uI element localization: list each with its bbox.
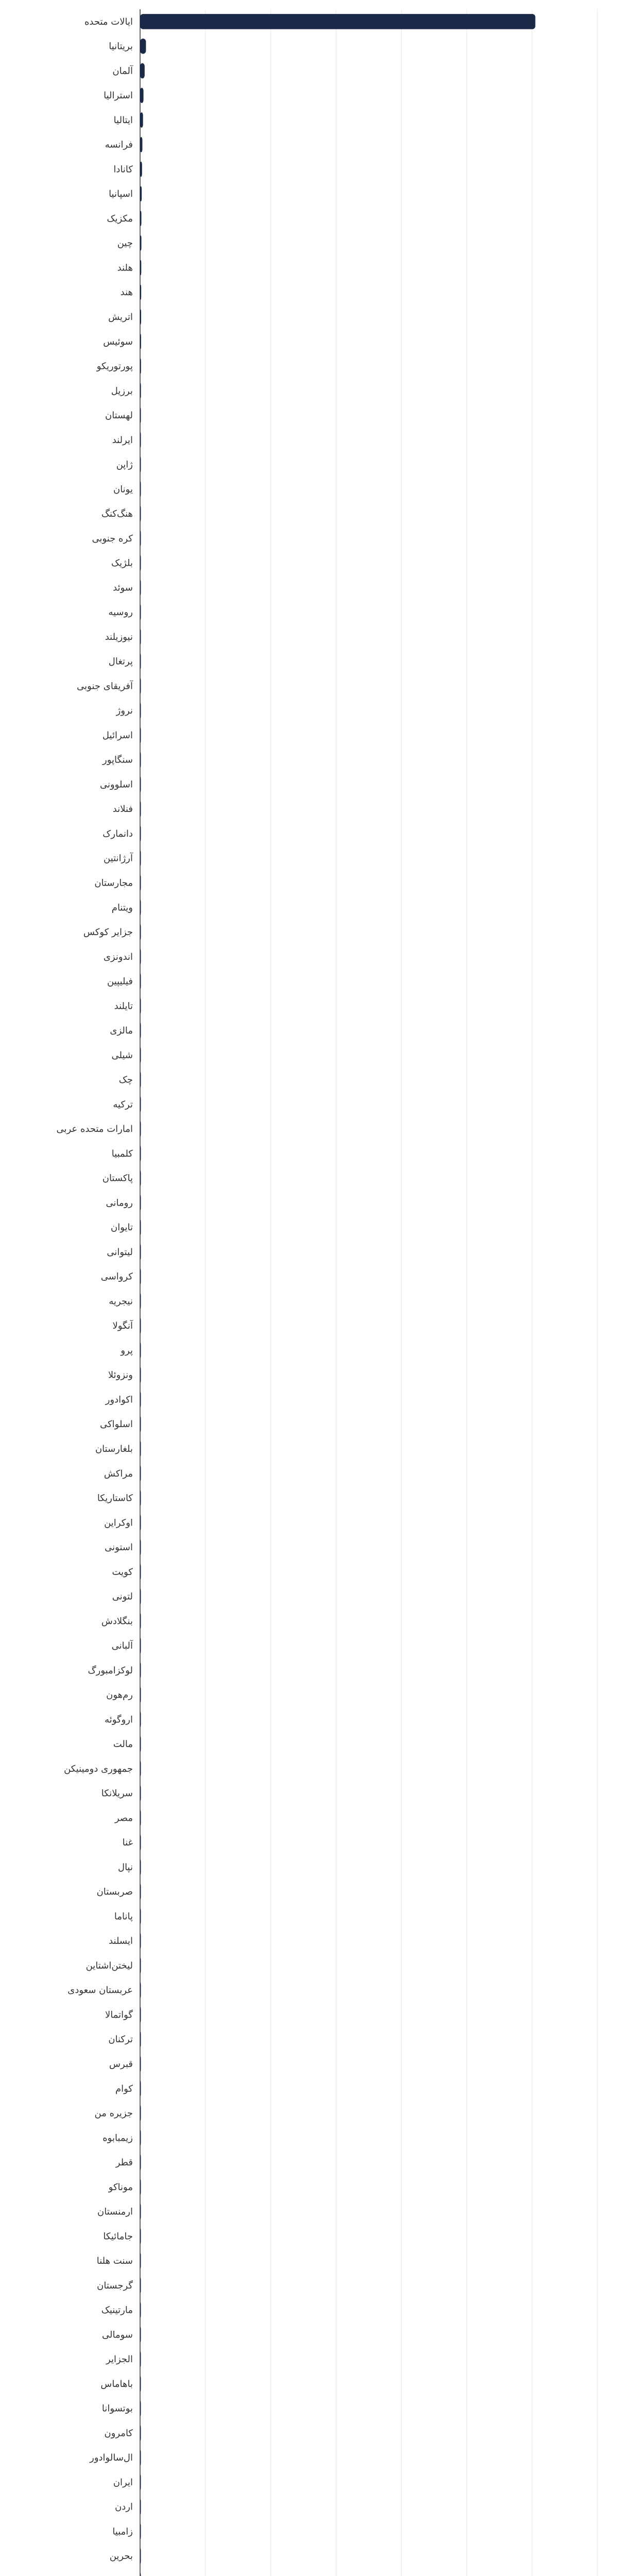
bar[interactable]: [140, 1269, 141, 1284]
bar[interactable]: [140, 1441, 141, 1456]
bar[interactable]: [140, 432, 141, 448]
bar[interactable]: [140, 924, 141, 940]
category-label: فنلاند: [112, 804, 133, 815]
category-label: هلند: [117, 262, 133, 274]
bar[interactable]: [140, 1539, 141, 1555]
category-label: قطر: [115, 2157, 133, 2168]
category-label: لیتوانی: [107, 1246, 133, 1258]
bar[interactable]: [140, 727, 141, 743]
category-label: رومانی: [106, 1197, 133, 1209]
category-label: اندونزی: [103, 951, 133, 962]
bar[interactable]: [140, 1490, 141, 1506]
category-label: ترکیه: [113, 1099, 133, 1110]
bar[interactable]: [140, 679, 141, 694]
bar[interactable]: [140, 2130, 141, 2145]
category-label: نروژ: [116, 705, 133, 717]
category-label: غنا: [122, 1837, 133, 1849]
bar[interactable]: [140, 408, 141, 423]
bar[interactable]: [140, 998, 141, 1013]
category-label: پورتوریکو: [96, 361, 133, 372]
category-label: یونان: [113, 484, 133, 495]
bar[interactable]: [140, 334, 141, 349]
bar[interactable]: [140, 1884, 141, 1900]
bar[interactable]: [140, 1663, 141, 1678]
category-label: کره جنوبی: [92, 533, 133, 544]
bar[interactable]: [140, 39, 146, 54]
category-label: پرو: [121, 1345, 133, 1356]
bar[interactable]: [140, 2056, 141, 2072]
category-label: اروگوئه: [105, 1714, 133, 1725]
bar[interactable]: [140, 112, 143, 128]
bar[interactable]: [140, 1712, 141, 1727]
bar[interactable]: [140, 1786, 141, 1801]
category-label: مکزیک: [107, 213, 133, 224]
category-label: اتریش: [108, 312, 133, 323]
category-label: گواتمالا: [105, 2009, 133, 2021]
bar[interactable]: [140, 1121, 141, 1137]
category-label: ال‌سالوادور: [90, 2452, 133, 2464]
bar[interactable]: [140, 2031, 141, 2047]
category-label: ایالات متحده: [84, 16, 133, 27]
category-label: مالزی: [110, 1025, 133, 1037]
bar[interactable]: [140, 1195, 141, 1211]
bar[interactable]: [140, 235, 142, 251]
bar[interactable]: [140, 2524, 141, 2539]
category-label: مارتینیک: [101, 2304, 133, 2316]
bar[interactable]: [140, 186, 142, 201]
category-label: کامرون: [104, 2428, 133, 2439]
bar[interactable]: [140, 604, 141, 620]
bar[interactable]: [140, 359, 141, 374]
category-label: برزیل: [111, 385, 133, 397]
category-label: چین: [117, 238, 133, 249]
category-label: نیجریه: [109, 1296, 133, 1307]
category-label: امارات متحده عربی: [56, 1124, 133, 1135]
category-label: شیلی: [111, 1049, 133, 1061]
category-label: سریلانکا: [101, 1788, 133, 1799]
bar[interactable]: [140, 1097, 141, 1112]
category-label: فرانسه: [105, 139, 133, 150]
category-label: پرتغال: [108, 656, 133, 667]
bar[interactable]: [140, 2499, 141, 2515]
bar[interactable]: [140, 1367, 141, 1383]
category-label: کویت: [112, 1566, 133, 1578]
category-label: زیمبابوه: [102, 2132, 133, 2144]
bars: [140, 14, 535, 2576]
bar[interactable]: [140, 580, 141, 596]
category-label: استرالیا: [104, 90, 133, 101]
category-label: سومالی: [102, 2329, 133, 2341]
bar[interactable]: [140, 2155, 141, 2170]
bar[interactable]: [140, 211, 142, 226]
category-label: لیختن‌اشتاین: [85, 1960, 133, 1971]
bar[interactable]: [140, 2548, 141, 2564]
bar[interactable]: [140, 1072, 141, 1088]
category-labels: [49, 16, 133, 2576]
bar[interactable]: [140, 2401, 141, 2416]
category-label: قبرس: [109, 2059, 133, 2070]
category-label: بوتسوانا: [101, 2403, 133, 2414]
category-label: پاکستان: [102, 1173, 133, 1184]
category-label: کاستاریکا: [97, 1493, 133, 1504]
category-label: بلژیک: [111, 557, 133, 569]
bar[interactable]: [140, 14, 535, 29]
category-label: مجارستان: [94, 877, 133, 889]
bar[interactable]: [140, 1909, 141, 1924]
category-label: کرواسی: [100, 1271, 133, 1282]
bar[interactable]: [140, 309, 141, 325]
category-label: صربستان: [96, 1886, 133, 1897]
category-label: هنگ‌کنگ: [101, 509, 133, 520]
bar[interactable]: [140, 2007, 141, 2023]
category-label: لهستان: [105, 410, 133, 421]
category-label: نیوزیلند: [105, 631, 133, 642]
category-label: لتونی: [112, 1591, 133, 1602]
category-label: ویتنام: [111, 902, 133, 913]
category-label: لوکزامبورگ: [88, 1665, 133, 1676]
category-label: مراکش: [104, 1468, 133, 1479]
bar[interactable]: [140, 1859, 141, 1875]
category-label: ژاپن: [116, 459, 133, 470]
bar[interactable]: [140, 482, 141, 497]
bar[interactable]: [140, 284, 141, 300]
category-label: سنت هلنا: [96, 2256, 133, 2267]
category-label: آرژانتین: [104, 853, 133, 864]
category-label: نپال: [117, 1861, 133, 1873]
bar[interactable]: [140, 801, 141, 817]
category-label: اسرائیل: [102, 730, 133, 741]
bar[interactable]: [140, 1638, 141, 1653]
bar[interactable]: [140, 1171, 141, 1186]
category-label: آنگولا: [112, 1320, 133, 1332]
bar[interactable]: [140, 555, 141, 571]
bar[interactable]: [140, 629, 141, 645]
category-label: پاناما: [114, 1911, 133, 1922]
bar[interactable]: [140, 2475, 141, 2490]
category-label: ونزوئلا: [108, 1369, 133, 1381]
bar[interactable]: [140, 1564, 141, 1580]
bar[interactable]: [140, 1343, 141, 1358]
bar[interactable]: [140, 1244, 141, 1260]
bar[interactable]: [140, 1219, 141, 1235]
category-label: کانادا: [113, 164, 133, 175]
category-label: الجزایر: [106, 2354, 133, 2365]
category-label: ایران: [113, 2477, 133, 2488]
category-label: کوام: [115, 2083, 133, 2094]
category-label: ارمنستان: [97, 2206, 133, 2217]
bar[interactable]: [140, 506, 141, 521]
category-label: جزیره من: [94, 2108, 133, 2119]
bar[interactable]: [140, 2351, 141, 2367]
bar[interactable]: [140, 777, 141, 792]
bar[interactable]: [140, 63, 145, 79]
bar[interactable]: [140, 654, 141, 669]
category-label: موناکو: [108, 2181, 133, 2193]
bar[interactable]: [140, 1515, 141, 1530]
category-label: اکوادور: [105, 1394, 133, 1405]
bar[interactable]: [140, 1614, 141, 1629]
category-label: جمهوری دومینیکن: [64, 1763, 133, 1774]
category-label: رم‌هون: [106, 1689, 133, 1701]
bar[interactable]: [140, 1687, 141, 1703]
category-label: روسیه: [108, 607, 133, 618]
bar[interactable]: [140, 1466, 141, 1481]
category-label: بلغارستان: [95, 1443, 133, 1454]
category-label: جامائیکا: [103, 2231, 133, 2242]
bar[interactable]: [140, 1318, 141, 1333]
bar[interactable]: [140, 974, 141, 989]
bar[interactable]: [140, 383, 141, 398]
category-label: هند: [120, 287, 133, 298]
bar[interactable]: [140, 2253, 141, 2268]
category-label: فیلیپین: [107, 976, 133, 987]
bar[interactable]: [140, 1392, 141, 1408]
bar[interactable]: [140, 2106, 141, 2121]
bar[interactable]: [140, 1958, 141, 1973]
category-label: باهاماس: [100, 2378, 133, 2389]
bar[interactable]: [140, 2450, 141, 2465]
category-label: ایتالیا: [113, 114, 133, 126]
category-label: آلمان: [112, 65, 133, 77]
bar[interactable]: [140, 949, 141, 964]
category-label: چک: [118, 1074, 133, 1086]
bar[interactable]: [140, 1736, 141, 1752]
category-label: سوئد: [113, 582, 133, 594]
bar[interactable]: [140, 1047, 141, 1063]
bar[interactable]: [140, 1146, 141, 1161]
category-label: بنگلادش: [101, 1616, 133, 1627]
category-label: آفریقای جنوبی: [77, 681, 133, 692]
category-label: بریتانیا: [109, 41, 133, 52]
category-label: کلمبیا: [111, 1148, 133, 1159]
bar[interactable]: [140, 1982, 141, 1998]
category-label: اسلواکی: [100, 1419, 133, 1430]
bar[interactable]: [140, 2204, 141, 2219]
gridlines: [140, 9, 597, 2576]
category-label: استونی: [105, 1542, 133, 1553]
bar[interactable]: [140, 1933, 141, 1948]
category-label: مصر: [114, 1812, 133, 1824]
bar[interactable]: [140, 1294, 141, 1309]
bar[interactable]: [140, 2179, 141, 2195]
bar[interactable]: [140, 2081, 141, 2096]
category-label: بحرین: [109, 2551, 133, 2562]
category-label: دانمارک: [102, 828, 133, 839]
category-label: اسپانیا: [109, 189, 133, 200]
bar[interactable]: [140, 2426, 141, 2441]
category-label: جزایر کوکس: [83, 927, 133, 938]
bar[interactable]: [140, 2302, 141, 2318]
category-label: ترکنان: [108, 2034, 133, 2045]
bar[interactable]: [140, 2229, 141, 2244]
bar[interactable]: [140, 1416, 141, 1432]
category-label: اسلوونی: [99, 779, 133, 790]
bar[interactable]: [140, 875, 141, 891]
bar[interactable]: [140, 1761, 141, 1776]
category-label: تایوان: [110, 1222, 133, 1233]
bar[interactable]: [140, 900, 141, 915]
bar[interactable]: [140, 851, 141, 866]
bar[interactable]: [140, 2327, 141, 2343]
bar[interactable]: [140, 2278, 141, 2293]
category-label: آلبانی: [111, 1640, 133, 1652]
category-label: سنگاپور: [102, 754, 133, 766]
bar[interactable]: [140, 2376, 141, 2392]
bar[interactable]: [140, 531, 141, 546]
category-label: سوئیس: [103, 336, 133, 347]
bar[interactable]: [140, 703, 141, 718]
bar[interactable]: [140, 1023, 141, 1038]
category-label: تایلند: [114, 1001, 133, 1012]
category-label: ایسلند: [109, 1936, 133, 1947]
bar[interactable]: [140, 162, 142, 177]
bar[interactable]: [140, 1835, 141, 1850]
category-label: اردن: [115, 2501, 133, 2513]
category-label: ایرلند: [112, 434, 133, 446]
bar[interactable]: [140, 457, 141, 472]
category-label: مالت: [113, 1739, 133, 1750]
bar[interactable]: [140, 1810, 141, 1826]
category-label: گرجستان: [97, 2280, 133, 2291]
bar[interactable]: [140, 826, 141, 841]
bar[interactable]: [140, 752, 141, 768]
category-label: عربستان سعودی: [67, 1985, 133, 1996]
bar[interactable]: [140, 260, 141, 276]
bar[interactable]: [140, 137, 142, 152]
category-label: زامبیا: [112, 2526, 133, 2537]
bar[interactable]: [140, 88, 144, 103]
category-label: اوکراین: [104, 1517, 133, 1529]
bar[interactable]: [140, 1589, 141, 1604]
